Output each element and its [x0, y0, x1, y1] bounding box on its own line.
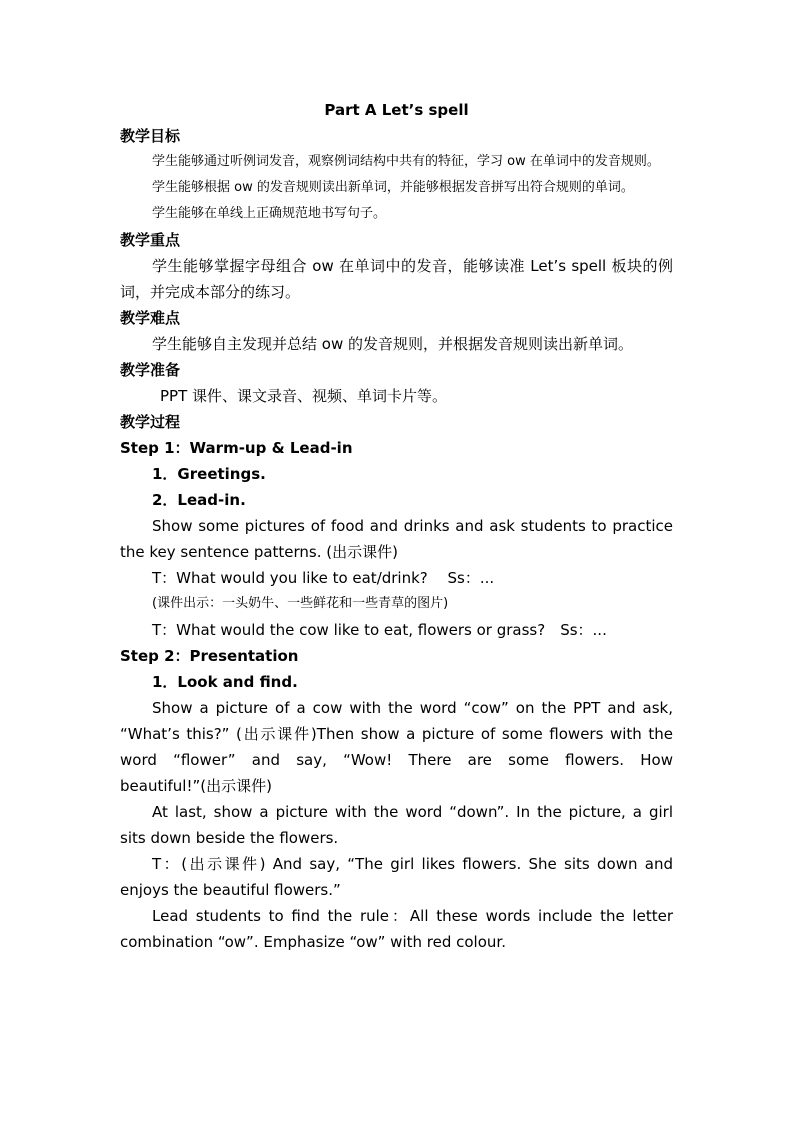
step-1-item-lead-in: 2．Lead-in.	[152, 491, 246, 509]
goal-3: 学生能够在单线上正确规范地书写句子。	[152, 206, 387, 221]
step-2-paragraph-3: T：(出示课件) And say, “The girl likes flowers. She sits down and enjoys the beautiful flowers.”	[120, 855, 673, 899]
key-points-text: 学生能够掌握字母组合 ow 在单词中的发音，能够读准 Let’s spell 板块的例词，并完成本部分的练习。	[120, 257, 673, 301]
heading-key-points: 教学重点	[120, 231, 181, 249]
heading-goals: 教学目标	[120, 127, 181, 145]
heading-preparation: 教学准备	[120, 361, 181, 379]
difficult-points-text: 学生能够自主发现并总结 ow 的发音规则，并根据发音规则读出新单词。	[152, 335, 633, 353]
step-1-item-greetings: 1．Greetings.	[152, 465, 266, 483]
page-title: Part A Let’s spell	[324, 101, 469, 119]
step-2-paragraph-1: Show a picture of a cow with the word “cow” on the PPT and ask, “What’s this?” (出示课件)Then show a picture of some flowers with the word “flower” and say, “Wow! There are some flowers. How beautiful!”(出示课件)	[120, 699, 673, 795]
step-1-note: (课件出示：一头奶牛、一些鲜花和一些青草的图片)	[152, 596, 449, 611]
heading-difficult-points: 教学难点	[120, 309, 181, 327]
step-1-dialog-2: T：What would the cow like to eat, flowers or grass? Ss：...	[152, 621, 607, 639]
step-2-item-look-and-find: 1．Look and find.	[152, 673, 298, 691]
step-2-paragraph-2: At last, show a picture with the word “down”. In the picture, a girl sits down beside the flowers.	[120, 803, 673, 847]
preparation-text: PPT 课件、课文录音、视频、单词卡片等。	[160, 387, 448, 405]
step-2-title: Step 2：Presentation	[120, 647, 299, 665]
document-content	[120, 97, 673, 955]
step-1-paragraph: Show some pictures of food and drinks and ask students to practice the key sentence patterns. (出示课件)	[120, 517, 673, 561]
step-2-paragraph-4: Lead students to find the rule：All these words include the letter combination “ow”. Emphasize “ow” with red colour.	[120, 907, 673, 951]
goal-2: 学生能够根据 ow 的发音规则读出新单词，并能够根据发音拼写出符合规则的单词。	[152, 180, 634, 195]
step-1-dialog-1: T：What would you like to eat/drink? Ss：...	[152, 569, 495, 587]
goal-1: 学生能够通过听例词发音，观察例词结构中共有的特征，学习 ow 在单词中的发音规则。	[152, 154, 660, 169]
step-1-title: Step 1：Warm-up & Lead-in	[120, 439, 353, 457]
heading-process: 教学过程	[120, 413, 181, 431]
